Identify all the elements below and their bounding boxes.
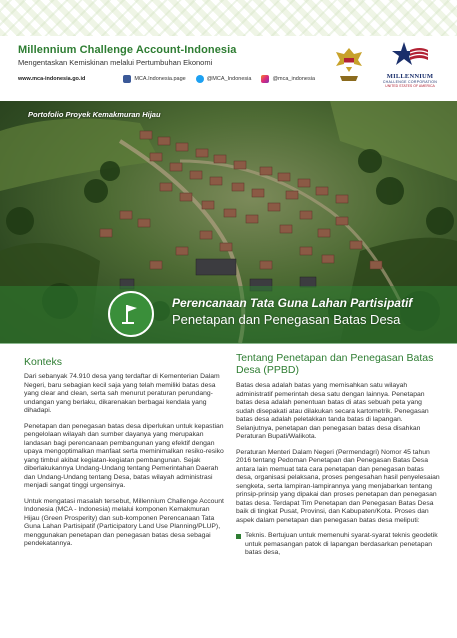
facebook-label: MCA.Indonesia.page [134, 76, 186, 82]
page-title: Perencanaan Tata Guna Lahan Partisipatif [172, 296, 413, 310]
org-title: Millennium Challenge Account-Indonesia [18, 44, 237, 56]
mca-indonesia-logo [332, 44, 366, 84]
mcc-logo-line3: UNITED STATES OF AMERICA [385, 84, 435, 88]
bullet-square-icon [236, 534, 241, 539]
mcc-logo-line2: CHALLENGE CORPORATION [382, 80, 438, 84]
left-column [24, 352, 224, 556]
ppbd-paragraph-2: Peraturan Menteri Dalam Negeri (Permendagri) Nomor 45 tahun 2016 tentang Pedoman Penetapan dan Penegasan Batas Desa antara lain memuat tata cara penetapan dan penegasan batas desa, organisasi pelaksana, proses pengesahan hasil penyelesaian sengketa, serta lampiran-lampirannya yang menjabarkan tentang prinsip-prinsip yang dipakai dan proses penetapan dan penegasan batas desa. Terdapat Tim Penetapan dan Penegasan Batas Desa baik di tingkat Pusat, Provinsi, dan Kabupaten/Kota. Proses dan aspek dalam penetapan dan penegasan batas desa meliputi: [236, 448, 440, 524]
org-subtitle: Mengentaskan Kemiskinan melalui Pertumbuhan Ekonomi [18, 58, 213, 67]
instagram-contact[interactable] [261, 75, 315, 83]
bullet-text-teknis: Teknis. Bertujuan untuk memenuhi syarat-syarat teknis geodetik untuk pemasangan patok di lapangan berdasarkan penetapan batas desa, [245, 532, 438, 556]
twitter-label: @MCA_Indonesia [206, 76, 252, 82]
konteks-paragraph-1: Dari sebanyak 74.910 desa yang terdaftar di Kementerian Dalam Negeri, baru sebagian kecil saja yang telah memiliki batas desa yang clear and clean, serta sah menurut peraturan perundang-undangan yang berlaku, dikarenakan berbagai kendala yang dihadapi. [24, 373, 220, 414]
twitter-icon [196, 75, 204, 83]
konteks-paragraph-2: Penetapan dan penegasan batas desa diperlukan untuk kepastian pengelolaan wilayah dan sumber dayanya yang merupakan landasan bagi perencanaan pembangunan yang efektif dengan upaya mengoptimalkan manfaat serta meminimalkan resiko-resiko yang timbul akibat kegiatan-kegiatan pembangunan. Sejak diberlakukannya Undang-Undang tentang Pemerintahan Daerah dan Undang-Undang tentang Desa, batas wilayah administrasi menjadi sangat tinggi urgensinya. [24, 422, 224, 489]
mcc-star-flag-icon [380, 40, 440, 68]
page-subtitle: Penetapan dan Penegasan Batas Desa [172, 312, 401, 327]
section-heading-konteks: Konteks [24, 356, 62, 368]
bullet-item-teknis [236, 532, 440, 558]
facebook-contact[interactable] [123, 75, 185, 83]
instagram-icon [261, 75, 269, 83]
mcc-logo [380, 40, 440, 92]
right-column [236, 352, 440, 558]
facebook-icon [123, 75, 131, 83]
mcc-logo-name: MILLENNIUM [386, 73, 434, 80]
twitter-contact[interactable] [196, 75, 252, 83]
ppbd-paragraph-1: Batas desa adalah batas yang memisahkan satu wilayah administratif pemerintah desa satu dengan lainnya. Penetapan batas desa adalah penentuan batas di atas sebuah peta yang sudah disepakati atau dilakukan secara kartometrik. Penegasan batas desa adalah peletakkan tanda batas di lapangan. Selanjutnya, penetapan dan penegasan batas desa disahkan Peraturan Bupati/Walikota. [236, 382, 429, 440]
decorative-pattern-band [0, 0, 457, 36]
instagram-label: @mca_indonesia [272, 76, 316, 82]
konteks-paragraph-3: Untuk mengatasi masalah tersebut, Millennium Challenge Account Indonesia (MCA - Indonesia) melalui komponen Kemakmuran Hijau (Green Prosperity) dan sub-komponen Perencanaan Tata Guna Lahan Partisipatif (Participatory Land Use Planning/PLUP), menggunakan penetapan dan penegasan batas desa sebagai pendekatannya. [24, 497, 224, 547]
portfolio-label: Portofolio Proyek Kemakmuran Hijau [28, 110, 161, 119]
boundary-flag-icon [118, 301, 144, 327]
section-heading-ppbd: Tentang Penetapan dan Penegasan Batas Desa (PPBD) [236, 352, 434, 376]
contact-row [18, 74, 315, 84]
website-link[interactable]: www.mca-indonesia.go.id [18, 76, 86, 82]
boundary-flag-badge [108, 291, 154, 337]
